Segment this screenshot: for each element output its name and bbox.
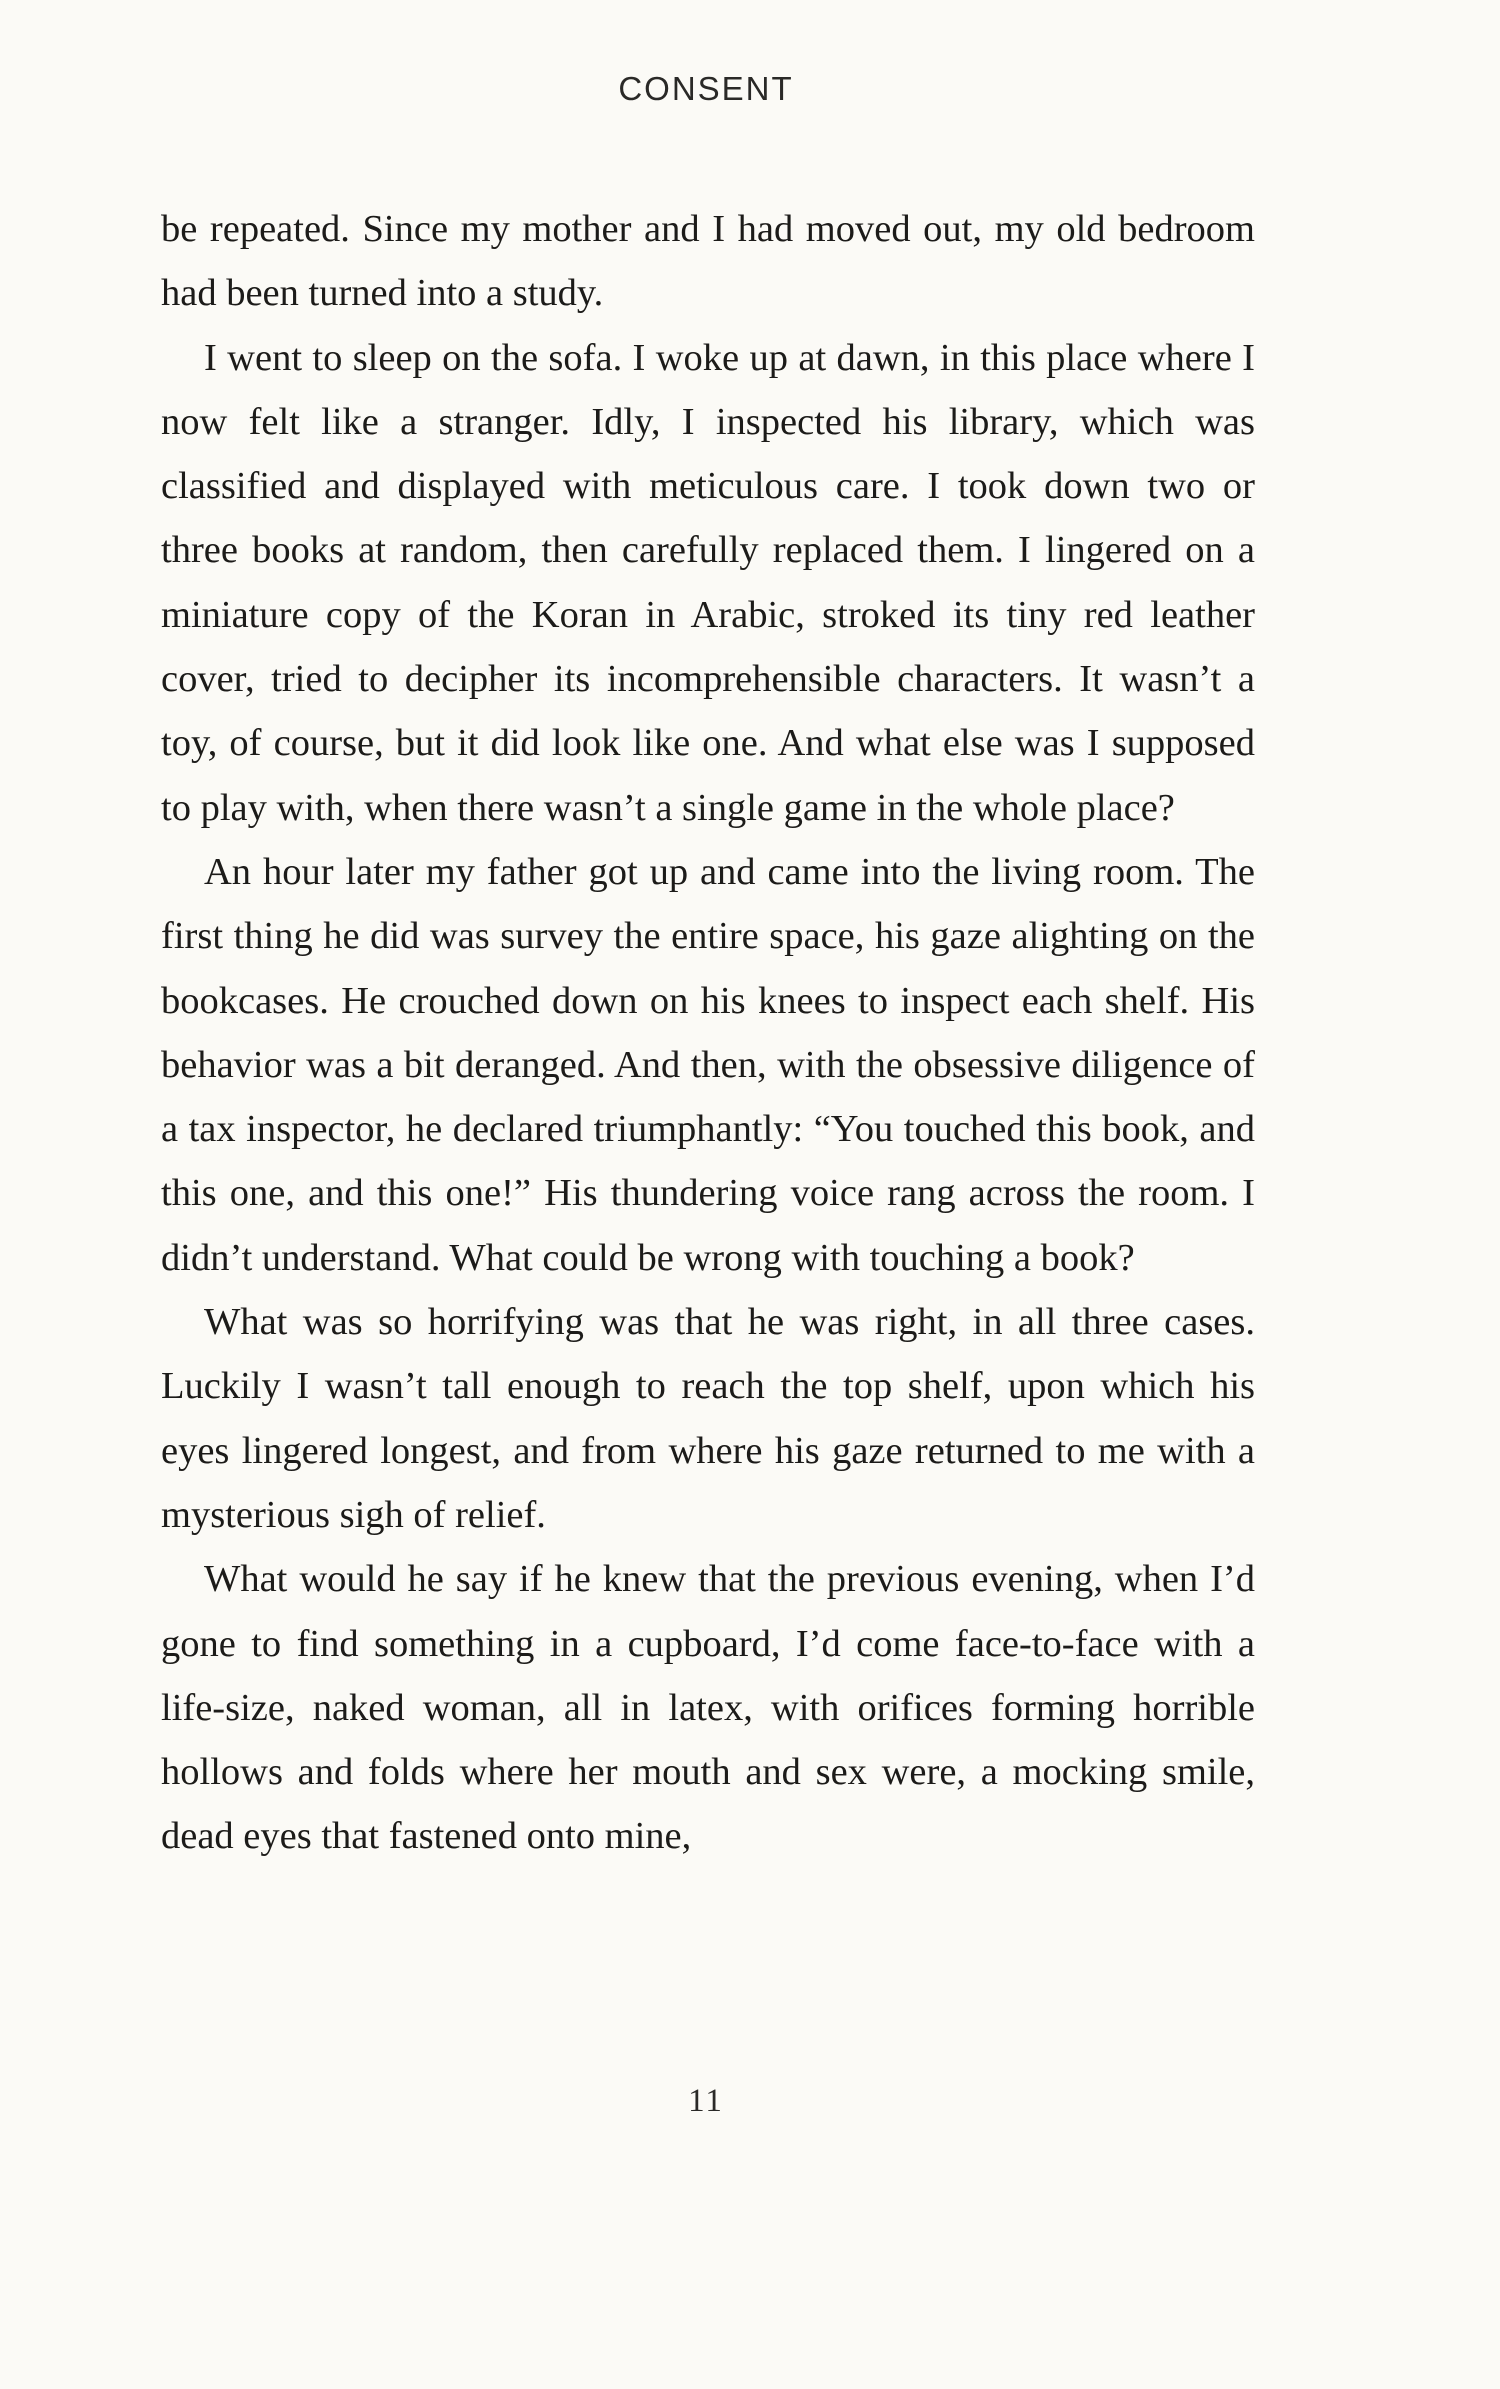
body-text — [161, 197, 1255, 1869]
paragraph-3: An hour later my father got up and came into the living room. The first thing he did was survey the entire space, his gaze alighting on the bookcases. He crouched down on his knees to inspect each shelf. His behavior was a bit deranged. And then, with the obsessive diligence of a tax inspector, he declared triumphantly: “You touched this book, and this one, and this one!” His thundering voice rang across the room. I didn’t understand. What could be wrong with touching a book? — [161, 850, 1255, 1279]
paragraph-5: What would he say if he knew that the previous evening, when I’d gone to find something in a cupboard, I’d come face-to-face with a life-size, naked woman, all in latex, with orifices forming horrible hollows and folds where her mouth and sex were, a mocking smile, dead eyes that fastened onto mine, — [161, 1558, 1255, 1858]
paragraph-4: What was so horrifying was that he was right, in all three cases. Luckily I wasn’t tall enough to reach the top shelf, upon which his eyes lingered longest, and from where his gaze returned to me with a mysterious sigh of relief. — [161, 1301, 1255, 1536]
page-number: 11 — [688, 2083, 724, 2119]
paragraph-2: I went to sleep on the sofa. I woke up at dawn, in this place where I now felt like a stranger. Idly, I inspected his library, which was classified and displayed with meticulous care. I took down two or three books at random, then carefully replaced them. I lingered on a miniature copy of the Koran in Arabic, stroked its tiny red leather cover, tried to decipher its incomprehensible characters. It wasn’t a toy, of course, but it did look like one. And what else was I supposed to play with, when there wasn’t a single game in the whole place? — [161, 336, 1255, 829]
running-head: CONSENT — [618, 70, 794, 107]
paragraph-1: be repeated. Since my mother and I had moved out, my old bedroom had been turned into a study. — [161, 208, 1255, 315]
